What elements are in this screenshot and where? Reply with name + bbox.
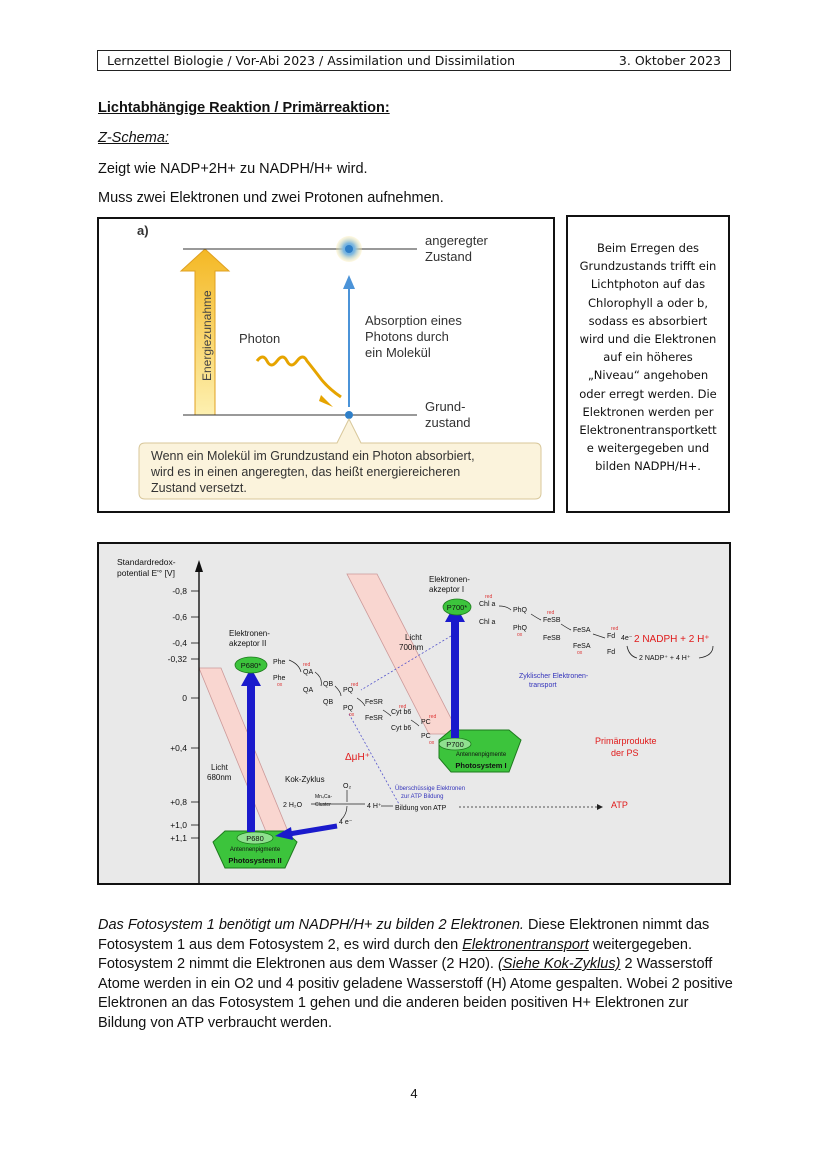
photon-arrowhead [319,395,333,407]
side-note-line: sodass es absorbiert [588,313,708,328]
kok-cycle-reference: (Siehe Kok-Zyklus) [497,956,621,972]
antenna-label-2: Antennenpigmente [229,847,281,853]
acceptor-2-label-1: Elektronen- [229,629,270,638]
paragraph-part-3: 2 Wasserstoff Atome werden in ein O2 und 4 positiv geladene Wasserstoff (H) Atome gespalten. Wobei 2 positive Elektronen an das Fotosystem 1 gehen und die anderen beiden positiven H+ Elektronen zur Bildung von ATP verbraucht werden. [98,956,733,1031]
subtitle: Z-Schema: [98,130,169,146]
caption-line-3: Zustand versetzt. [151,481,247,495]
chain2-node: PC [421,719,431,726]
excited-molecule-core [345,245,353,253]
energy-axis-label: Energiezunahme [200,290,214,381]
red-tag: red [399,704,407,710]
electron-transport-term: Elektronentransport [462,936,589,953]
p680-label: P680 [246,834,264,843]
four-h-label: 4 H⁺ [367,803,382,810]
o2-label: O₂ [343,783,352,790]
ps1-label: Photosystem I [455,761,507,770]
y-axis-arrow-icon [195,560,203,572]
acceptor-2-label-2: akzeptor II [229,639,267,648]
atp-formation-label: Bildung von ATP [395,805,447,812]
light-680-label-2: 680nm [207,773,232,782]
chain2-node: FeSR [365,715,383,722]
red-tag: red [611,626,619,632]
nadp-label: 2 NADP⁺ + 4 H⁺ [639,655,691,662]
absorption-label-2: Photons durch [365,329,449,344]
red-tag: red [351,682,359,688]
chain2-node: Cyt b6 [391,725,412,732]
text-line-2: Muss zwei Elektronen und zwei Protonen aufnehmen. [98,190,444,206]
primary-products-label-2: der PS [611,748,639,758]
p700-star-label: P700* [446,603,468,612]
primary-products-label-1: Primärprodukte [595,736,657,746]
header-date: 3. Oktober 2023 [618,53,721,68]
red-tag: red [485,594,493,600]
side-note-line: wird und die Elektronen [579,332,717,347]
atp-label: ATP [611,800,628,810]
chain1-node: Fd [607,633,616,640]
light-700-label-2: 700nm [399,643,424,652]
chain2-node: QA [303,669,314,676]
ox-tag: ox [577,650,583,656]
chain1-node: FeSA [573,643,591,650]
light-700-label-1: Licht [405,633,422,642]
y-axis-title-2: potential E'° [V] [117,568,175,578]
side-note-line: bilden NADPH/H+. [595,459,701,474]
ox-tag: ox [429,740,435,746]
side-note-line: Elektronen werden per [582,404,714,419]
chain2-node: QB [323,681,334,688]
chain2-node: PQ [343,705,354,712]
cyclic-label-1: Zyklischer Elektronen- [519,673,589,680]
h2o-label: 2 H₂O [283,802,303,809]
y-tick: +1,0 [170,820,187,830]
y-axis-title-1: Standardredox- [117,557,176,567]
red-tag: red [429,714,437,720]
acceptor-1-label-1: Elektronen- [429,575,470,584]
ps2-label: Photosystem II [228,856,282,865]
section-title: Lichtabhängige Reaktion / Primärreaktion: [98,100,390,116]
p680-star-label: P680* [240,661,262,670]
ground-state-label-1: Grund- [425,399,466,414]
chain1-node: FeSB [543,635,561,642]
body-paragraph [98,916,738,1033]
chain2-node: FeSR [365,699,383,706]
chain1-node: FeSA [573,627,591,634]
chain2-node: PQ [343,687,354,694]
ground-molecule-icon [345,411,353,419]
light-680-label-1: Licht [211,763,228,772]
chain2-node: PC [421,733,431,740]
red-tag: red [547,610,555,616]
y-tick: -0,32 [167,654,187,664]
paragraph-intro: Das Fotosystem 1 benötigt um NADPH/H+ zu bilden 2 Elektronen. [98,917,524,933]
side-note-line: auf ein höheres [603,350,693,365]
absorption-label-3: ein Molekül [365,345,431,360]
side-note-line: Lichtphoton auf das [590,277,706,292]
light-band-680 [199,668,289,834]
panel-label: a) [137,223,149,238]
chain2-node: Phe [273,659,286,666]
absorption-arrowhead [343,275,355,289]
nadph-label: 2 NADPH + 2 H⁺ [634,634,710,645]
surplus-label-2: zur ATP Bildung [401,794,444,800]
chain1-node: PhQ [513,625,528,632]
p700-label: P700 [446,740,464,749]
surplus-label-1: Überschüssige Elektronen [395,786,466,792]
y-tick: -0,8 [172,586,187,596]
antenna-label-1: Antennenpigmente [455,752,507,758]
y-tick: +1,1 [170,833,187,843]
y-tick: -0,6 [172,612,187,622]
caption-line-1: Wenn ein Molekül im Grundzustand ein Photon absorbiert, [151,449,475,463]
ox-tag: ox [517,632,523,638]
delta-mu-label: ΔμH⁺ [345,752,370,763]
side-note-line: oder erregt werden. Die [579,386,717,401]
red-tag: red [303,662,311,668]
side-note [566,215,730,513]
z-scheme-diagram [99,544,729,883]
mn-cluster-label-2: Cluster [315,802,331,808]
y-tick: +0,8 [170,797,187,807]
water-electron-arrow [289,826,337,834]
chain1-node: Fd [607,649,616,656]
side-note-line: Elektronentransportkett [579,423,717,438]
y-tick: 0 [182,693,187,703]
y-tick: +0,4 [170,743,187,753]
caption-line-2: wird es in einen angeregten, das heißt energiereicheren [151,465,461,479]
y-tick: -0,4 [172,638,187,648]
absorption-label-1: Absorption eines [365,313,462,328]
side-note-line: Chlorophyll a oder b, [588,295,708,310]
kok-cycle-label: Kok-Zyklus [285,775,325,784]
side-note-line: Grundzustands trifft ein [579,259,717,274]
water-split-branches [341,790,347,820]
cyclic-label-2: transport [529,682,557,689]
header-title: Lernzettel Biologie / Vor-Abi 2023 / Assimilation und Dissimilation [107,53,516,68]
ps1-excitation-arrow [451,618,459,738]
chain1-node: Chl a [479,601,496,608]
figure-excitation [97,217,555,513]
four-e-label: 4e⁻ [621,635,633,642]
acceptor-1-label-2: akzeptor I [429,585,465,594]
mn-cluster-label-1: Mn₄Ca- [315,794,333,800]
atp-arrowhead [597,804,603,810]
side-note-line: e weitergegeben und [586,441,710,456]
side-note-line: „Niveau“ angehoben [587,368,709,383]
chain2-node: QA [303,687,314,694]
chain1-node: Chl a [479,619,496,626]
four-e-low-label: 4 e⁻ [339,819,353,826]
chain2-node: Cyt b6 [391,709,412,716]
chain1-node: FeSB [543,617,561,624]
excitation-diagram [99,219,553,511]
excited-state-label-1: angeregter [425,233,488,248]
ps2-excitation-arrow [247,684,255,832]
page-number: 4 [410,1086,418,1101]
ox-tag: ox [349,712,355,718]
photon-wave-icon [257,357,341,397]
side-note-line: Beim Erregen des [596,241,700,255]
paragraph-part-1: Diese Elektronen nimmt das Fotosystem 1 aus dem Fotosystem 2, es wird durch den [98,917,710,953]
figure-z-scheme [97,542,731,885]
photon-label: Photon [239,331,281,346]
excited-state-label-2: Zustand [425,249,472,264]
chain2-node: QB [323,699,334,706]
text-line-1: Zeigt wie NADP+2H+ zu NADPH/H+ wird. [98,161,368,177]
page-header [97,50,731,71]
ox-tag: ox [277,682,283,688]
paragraph-part-2: weitergegeben. Fotosystem 2 nimmt die Elektronen aus dem Wasser (2 H20). [98,936,692,972]
chain1-node: PhQ [513,607,528,614]
chain2-node: Phe [273,675,286,682]
ground-state-label-2: zustand [425,415,471,430]
